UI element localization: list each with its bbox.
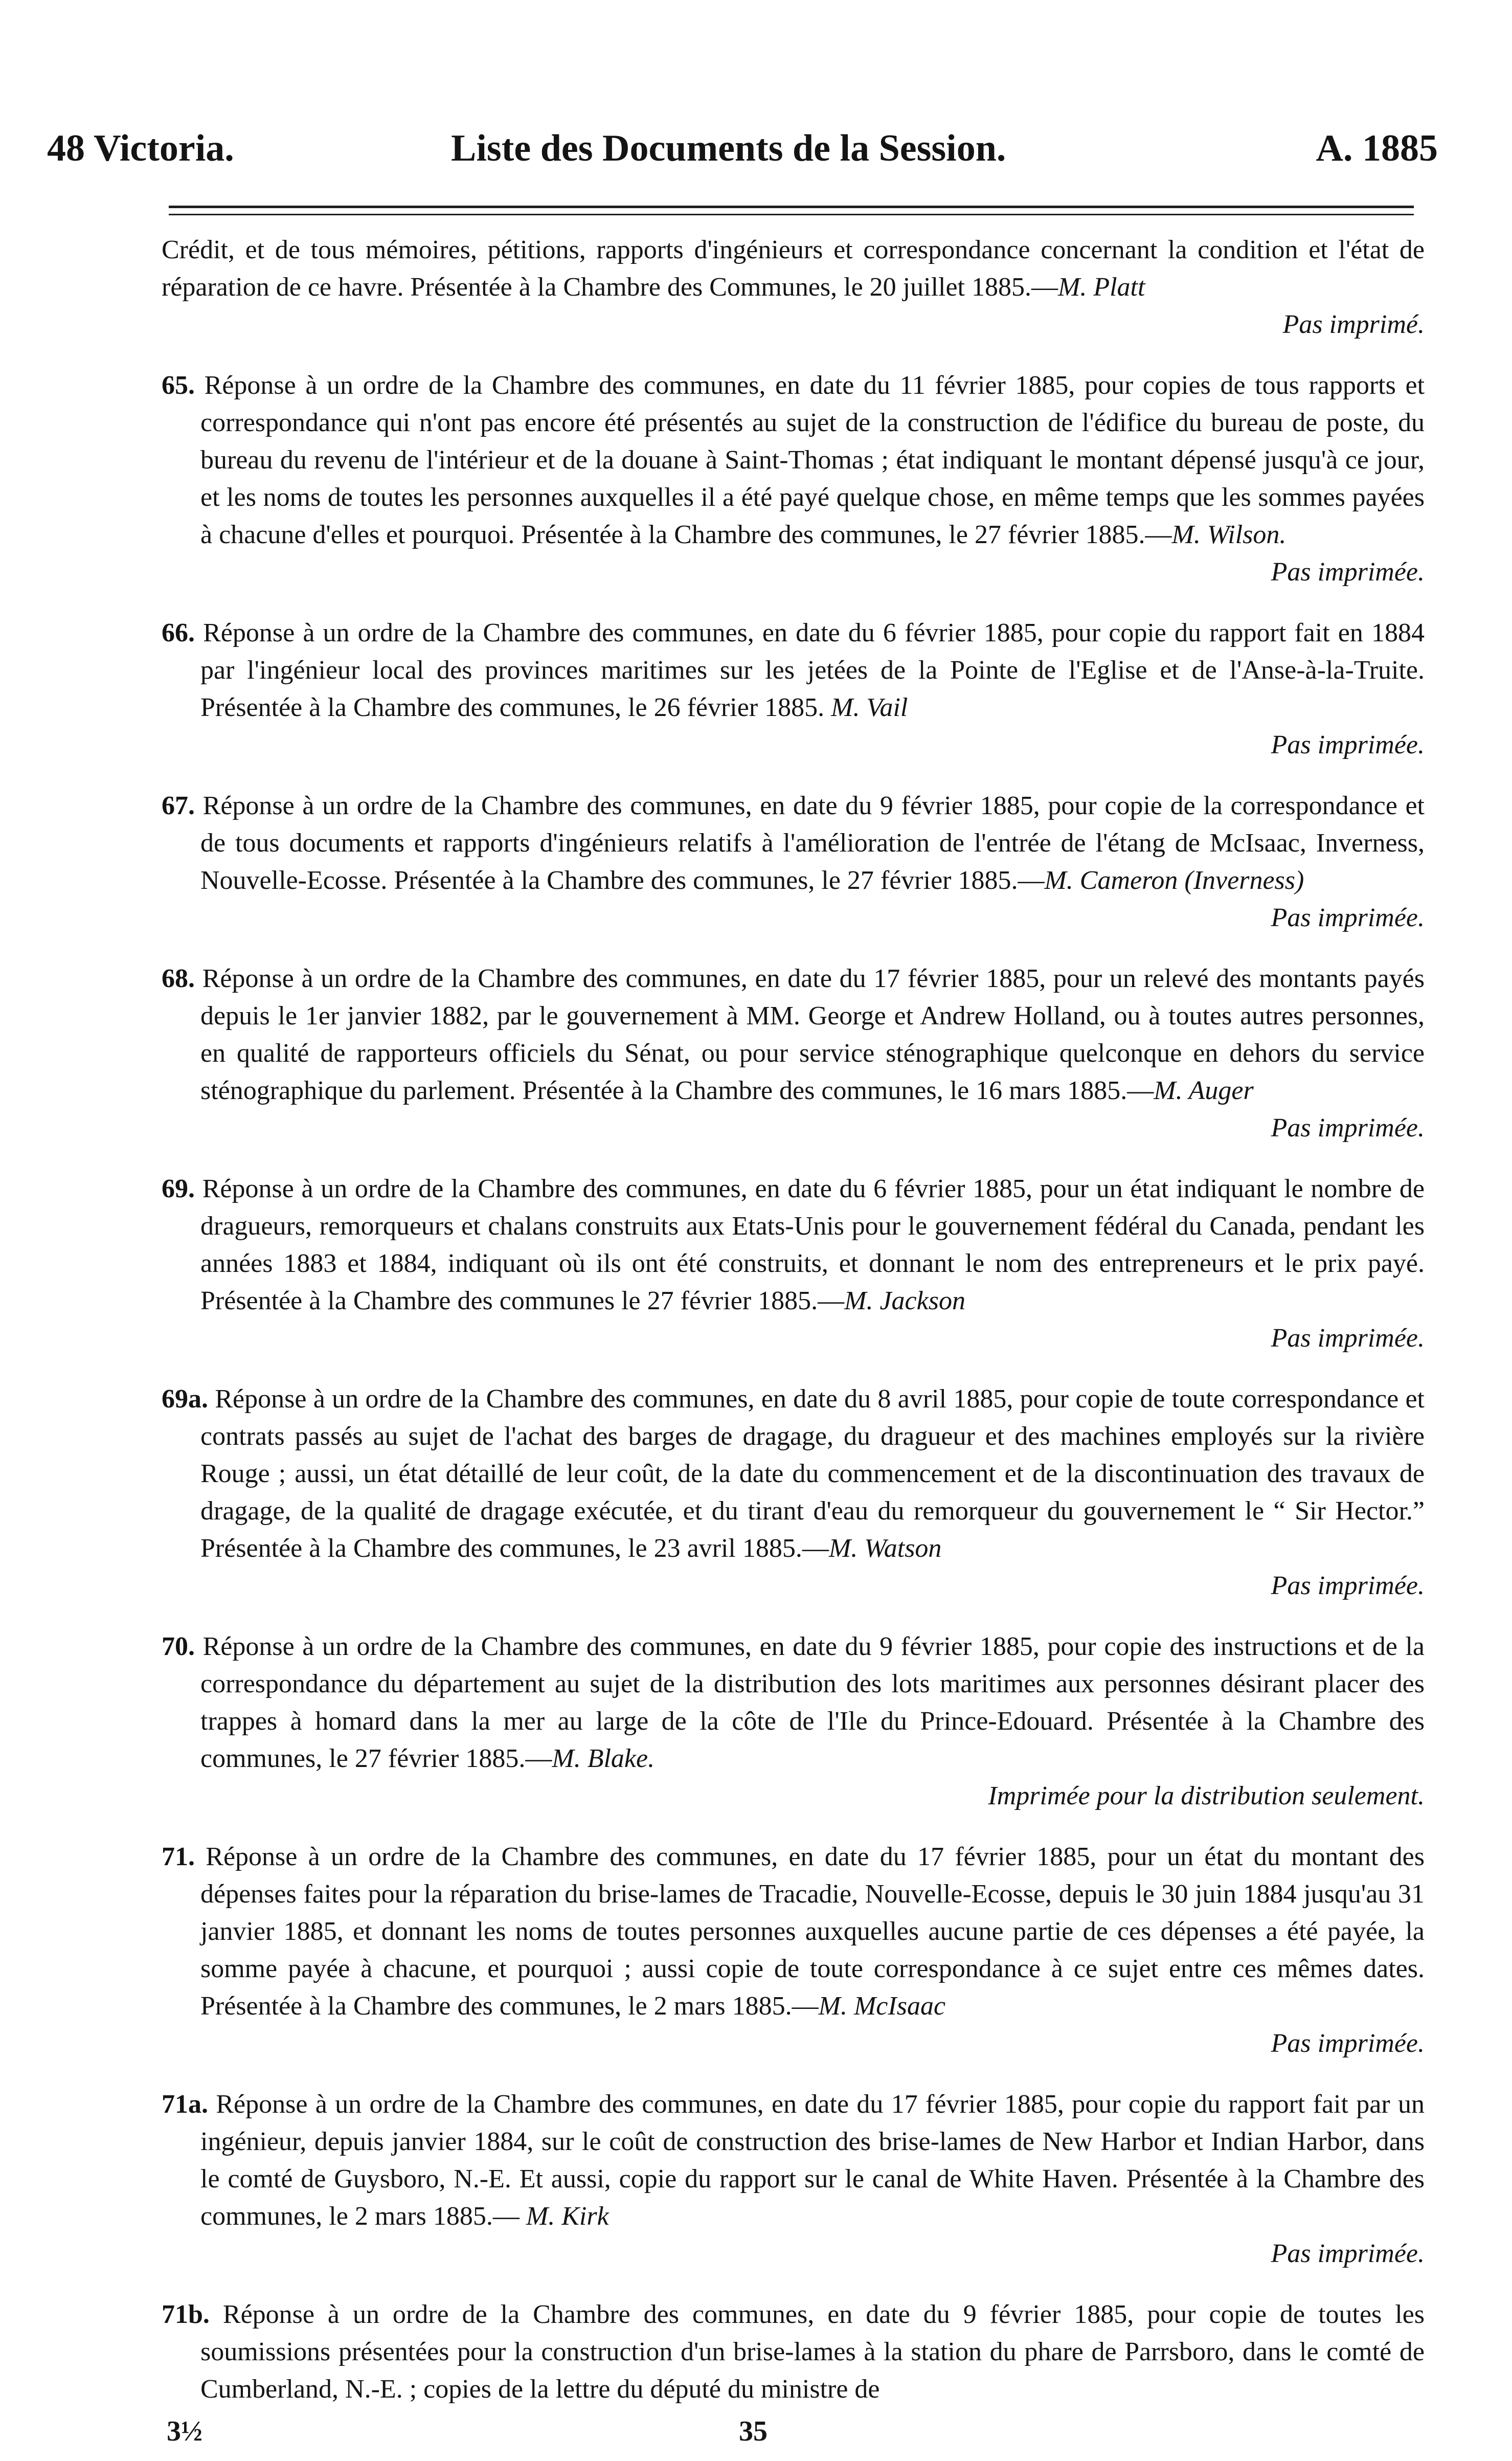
- entry-number: 70.: [162, 1632, 195, 1661]
- entry-number: 66.: [162, 618, 195, 647]
- entry-signature: M. Watson: [828, 1534, 942, 1563]
- entry-signature: M. Jackson: [844, 1286, 965, 1315]
- entry-number: 71.: [162, 1842, 195, 1871]
- list-item: [162, 2296, 1425, 2408]
- header-title: Liste des Documents de la Session.: [451, 127, 1006, 169]
- entry-signature: M. Vail: [831, 693, 908, 722]
- entry-signature: M. McIsaac: [818, 1992, 946, 2021]
- entry-signature: M. Wilson.: [1171, 520, 1287, 549]
- entry-text: Réponse à un ordre de la Chambre des communes, en date du 17 février 1885, pour un relevé des montants payés depuis le 1er janvier 1882, par le gouvernement à MM. George et Andrew Holland, ou à toutes autres personnes, en qualité de rapporteurs officiels du Sénat, ou pour service sténographique quelconque en dehors du service sténographique du parlement. Présentée à la Chambre des communes, le 16 mars 1885.—: [200, 964, 1425, 1105]
- page-header: [47, 127, 1438, 178]
- list-item: [162, 960, 1425, 1147]
- entry-status: Pas imprimé.: [1282, 310, 1425, 339]
- footer-signature-mark: 3½: [167, 2415, 202, 2447]
- entry-text: Réponse à un ordre de la Chambre des communes, en date du 17 février 1885, pour copie du rapport fait par un ingénieur, depuis janvier 1884, sur le coût de construction des brise-lames de New Harbor et Indian Harbor, dans le comté de Guysboro, N.-E. Et aussi, copie du rapport sur le canal de White Haven. Présentée à la Chambre des communes, le 2 mars 1885.—: [200, 2090, 1425, 2231]
- entry-text: Réponse à un ordre de la Chambre des communes, en date du 9 février 1885, pour copie de toutes les soumissions présentées pour la construction d'un brise-lames à la station du phare de Parrsboro, dans le comté de Cumberland, N.-E. ; copies de la lettre du député du ministre de: [200, 2300, 1425, 2404]
- header-rule-thin: [169, 214, 1414, 215]
- entry-text: Crédit, et de tous mémoires, pétitions, rapports d'ingénieurs et correspondance concernant la condition et l'état de réparation de ce havre. Présentée à la Chambre des Communes, le 20 juillet 1885.—: [162, 235, 1425, 302]
- entry-number: 68.: [162, 964, 195, 993]
- entry-text: Réponse à un ordre de la Chambre des communes, en date du 9 février 1885, pour copie des instructions et de la correspondance du département au sujet de la distribution des lots maritimes aux personnes désirant placer des trappes à homard dans la mer au large de la côte de l'Ile du Prince-Edouard. Présentée à la Chambre des communes, le 27 février 1885.—: [200, 1632, 1425, 1773]
- entry-signature: M. Blake.: [552, 1744, 655, 1773]
- list-item: [162, 1838, 1425, 2062]
- entry-text: Réponse à un ordre de la Chambre des communes, en date du 6 février 1885, pour un état indiquant le nombre de dragueurs, remorqueurs et chalans construits aux Etats-Unis pour le gouvernement fédéral du Canada, pendant les années 1883 et 1884, indiquant où ils ont été construits, et donnant le nom des entrepreneurs et le prix payé. Présentée à la Chambre des communes le 27 février 1885.—: [200, 1174, 1425, 1315]
- entry-text: Réponse à un ordre de la Chambre des communes, en date du 9 février 1885, pour copie de la correspondance et de tous documents et rapports d'ingénieurs relatifs à l'amélioration de l'entrée de l'étang de McIsaac, Inverness, Nouvelle-Ecosse. Présentée à la Chambre des communes, le 27 février 1885.—: [200, 791, 1425, 895]
- header-session: 48 Victoria.: [47, 127, 234, 169]
- entry-signature: M. Kirk: [526, 2202, 609, 2231]
- entry-text: Réponse à un ordre de la Chambre des communes, en date du 6 février 1885, pour copie du rapport fait en 1884 par l'ingénieur local des provinces maritimes sur les jetées de la Pointe de l'Eglise et de l'Anse-à-la-Truite. Présentée à la Chambre des communes, le 26 février 1885.: [200, 618, 1425, 722]
- list-item: [162, 367, 1425, 591]
- entry-signature: M. Cameron (Inverness): [1044, 866, 1304, 895]
- entry-number: 71a.: [162, 2090, 208, 2119]
- list-item: [162, 231, 1425, 343]
- list-item: [162, 787, 1425, 936]
- list-item: [162, 614, 1425, 764]
- header-year: A. 1885: [1316, 127, 1438, 169]
- document-list: [162, 231, 1425, 2431]
- entry-status: Pas imprimée.: [1271, 1324, 1425, 1353]
- entry-text: Réponse à un ordre de la Chambre des communes, en date du 11 février 1885, pour copies de tous rapports et correspondance qui n'ont pas encore été présentés au sujet de la construction de l'édifice du bureau de poste, du bureau du revenu de l'intérieur et de la douane à Saint-Thomas ; état indiquant le montant dépensé jusqu'à ce jour, et les noms de toutes les personnes auxquelles il a été payé quelque chose, en même temps que les sommes payées à chacune d'elles et pourquoi. Présentée à la Chambre des communes, le 27 février 1885.—: [200, 371, 1425, 549]
- entry-status: Pas imprimée.: [1271, 1571, 1425, 1600]
- entry-status: Pas imprimée.: [1271, 2029, 1425, 2058]
- entry-number: 69a.: [162, 1384, 208, 1414]
- entry-number: 71b.: [162, 2300, 210, 2329]
- entry-text: Réponse à un ordre de la Chambre des communes, en date du 8 avril 1885, pour copie de toute correspondance et contrats passés au sujet de l'achat des barges de dragage, du dragueur et des machines employés sur la rivière Rouge ; aussi, un état détaillé de leur coût, de la date du commencement et de la discontinuation des travaux de dragage, de la qualité de dragage exécutée, et du tirant d'eau du remorqueur du gouvernement le “ Sir Hector.” Présentée à la Chambre des communes, le 23 avril 1885.—: [200, 1384, 1425, 1563]
- list-item: [162, 1628, 1425, 1815]
- header-rule-thick: [169, 206, 1414, 208]
- list-item: [162, 1170, 1425, 1357]
- entry-status: Pas imprimée.: [1271, 903, 1425, 932]
- entry-text: Réponse à un ordre de la Chambre des communes, en date du 17 février 1885, pour un état du montant des dépenses faites pour la réparation du brise-lames de Tracadie, Nouvelle-Ecosse, depuis le 30 juin 1884 jusqu'au 31 janvier 1885, et donnant les noms de toutes personnes auxquelles aucune partie de ces dépenses a été payée, la somme payée à chacune, et pourquoi ; aussi copie de toute correspondance à ce sujet entre ces mêmes dates. Présentée à la Chambre des communes, le 2 mars 1885.—: [200, 1842, 1425, 2021]
- page-number: 35: [739, 2415, 768, 2447]
- entry-number: 69.: [162, 1174, 195, 1203]
- entry-number: 65.: [162, 371, 195, 400]
- entry-signature: M. Platt: [1058, 273, 1145, 302]
- entry-status: Pas imprimée.: [1271, 2239, 1425, 2268]
- entry-status: Pas imprimée.: [1271, 730, 1425, 759]
- entry-status: Pas imprimée.: [1271, 1113, 1425, 1143]
- list-item: [162, 2086, 1425, 2272]
- entry-signature: M. Auger: [1154, 1076, 1254, 1105]
- entry-number: 67.: [162, 791, 195, 820]
- list-item: [162, 1380, 1425, 1604]
- entry-status: Pas imprimée.: [1271, 557, 1425, 587]
- entry-status: Imprimée pour la distribution seulement.: [988, 1781, 1425, 1810]
